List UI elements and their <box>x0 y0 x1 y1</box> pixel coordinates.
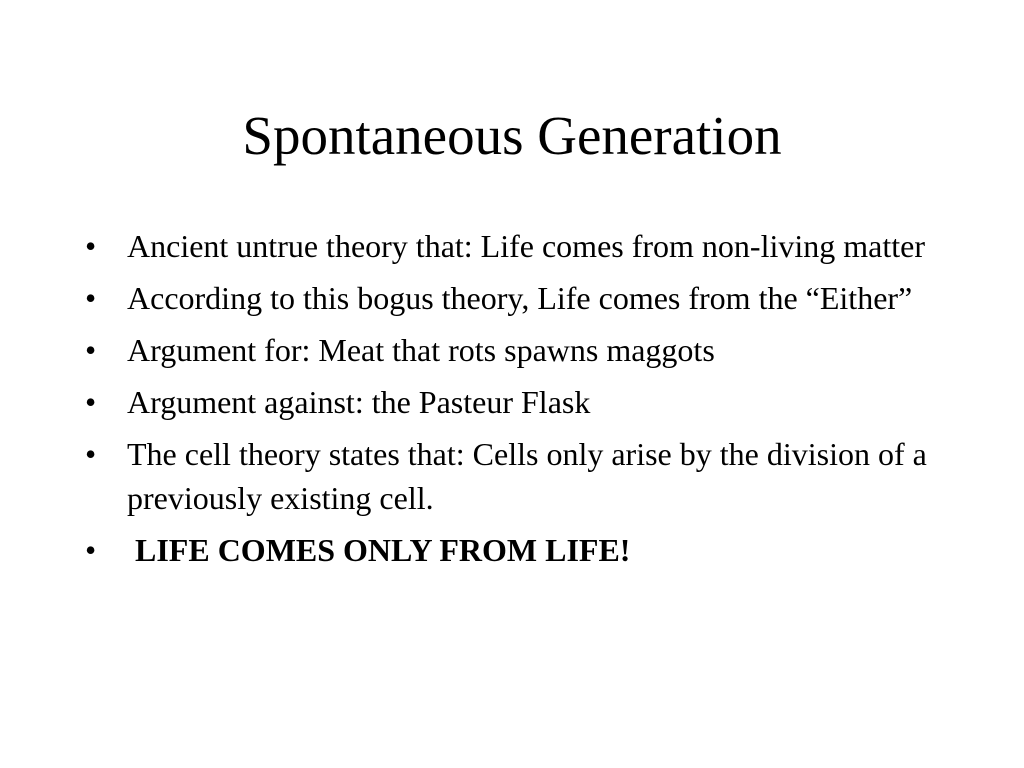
bullet-text: Ancient untrue theory that: Life comes from non-living matter <box>127 228 925 264</box>
bullet-item-cell-theory <box>85 432 935 520</box>
bullet-item-life-from-life <box>85 528 935 572</box>
slide-title: Spontaneous Generation <box>242 105 782 166</box>
bullet-item-ancient-theory <box>85 224 935 268</box>
bullet-list <box>85 224 935 580</box>
bullet-item-argument-against <box>85 380 935 424</box>
bullet-text: Argument against: the Pasteur Flask <box>127 384 591 420</box>
bullet-icon: • <box>85 384 97 420</box>
bullet-icon: • <box>85 332 97 368</box>
bullet-icon: • <box>85 532 97 568</box>
bullet-icon: • <box>85 436 97 472</box>
bullet-text: According to this bogus theory, Life comes from the “Either” <box>127 280 913 316</box>
bullet-text-emphasis: LIFE COMES ONLY FROM LIFE! <box>135 532 631 568</box>
bullet-text: The cell theory states that: Cells only arise by the division of a previously existing cell. <box>127 436 927 516</box>
bullet-item-bogus-theory <box>85 276 935 320</box>
bullet-icon: • <box>85 228 97 264</box>
bullet-text: Argument for: Meat that rots spawns maggots <box>127 332 715 368</box>
bullet-item-argument-for <box>85 328 935 372</box>
bullet-icon: • <box>85 280 97 316</box>
